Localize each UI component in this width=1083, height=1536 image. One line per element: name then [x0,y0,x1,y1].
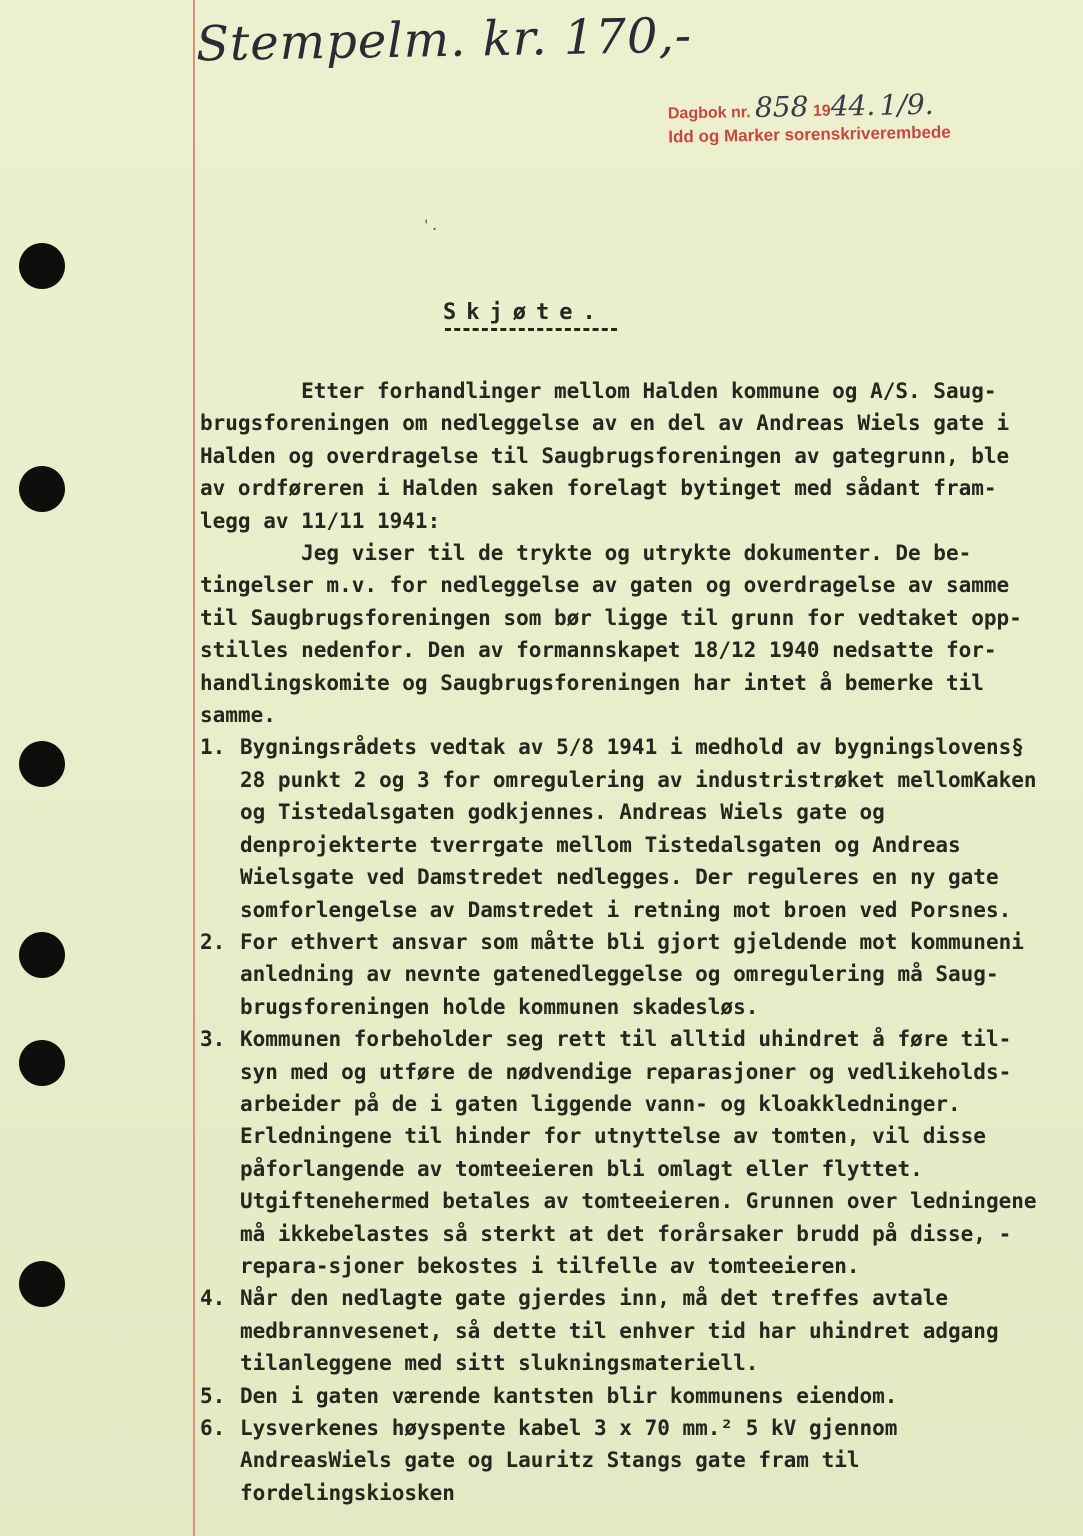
text-line: tingelser m.v. for nedleggelse av gaten og overdragelse av samme [200,573,1010,598]
condition-number: 5. [200,1383,226,1408]
quoted-proposal [200,537,1040,731]
document-title: Skjøte. [443,300,606,325]
condition-number: 4. [200,1286,226,1311]
condition-number: 3. [200,1027,226,1052]
text-line: handlingskomite og Saugbrugsforeningen har intet å bemerke til [200,670,984,695]
text-line: Wiels gate og Lauritz Stangs gate fram til fordelingskiosken [240,1448,860,1505]
intro-paragraph [200,375,1040,537]
title-underline [445,328,617,331]
condition-number: 1. [200,735,226,760]
punch-hole [19,1261,65,1307]
punch-hole [19,932,65,978]
text-line: ledningene til hinder for utnyttelse av tomten, vil disse på [240,1124,986,1181]
stamp-label: Dagbok nr. [667,104,751,123]
text-line: av ordføreren i Halden saken forelagt bytinget med sådant fram- [200,476,997,501]
registry-stamp [668,88,951,148]
punch-hole [19,1040,65,1086]
document-body [200,375,1040,1509]
condition-item [200,1380,1040,1412]
text-line: brugsforeningen holde kommunen skadesløs. [240,994,759,1019]
conditions-list [200,731,1040,1509]
punch-hole [19,466,65,512]
punch-hole [19,243,65,289]
condition-item [200,1023,1040,1282]
stamp-date: 1/9. [879,87,934,122]
stamp-year: 44. [830,88,876,123]
text-line: Jeg viser til de trykte og utrykte dokumenter. De be- [200,541,972,566]
text-line: gate ved Damstredet nedlegges. Der reguleres en ny gate som [240,865,999,922]
stamp-office: Idd og Marker sorenskriverembede [668,122,951,147]
text-line: Etter forhandlinger mellom Halden kommune og A/S. Saug- [200,379,997,403]
text-line: Kaken og Tistedalsgaten godkjennes. Andreas Wiels gate og den [240,767,1037,857]
text-line: anleggene med sitt slukningsmateriell. [277,1351,759,1376]
text-line: Lysverkenes høyspente kabel 3 x 70 mm.² 5 kV gjennom Andreas [240,1416,898,1473]
punch-hole [19,741,65,787]
text-line: sjoner bekostes i tilfelle av tomteeieren. [328,1253,860,1278]
stamp-number: 858 [754,90,809,124]
text-line: Kommunen forbeholder seg rett til alltid uhindret å føre til- [240,1027,1012,1052]
text-line: stilles nedenfor. Den av formannskapet 18/12 1940 nedsatte for- [200,638,997,663]
text-line: syn med og utføre de nødvendige reparasjoner og vedlikeholds- [240,1059,1012,1084]
text-line: i anledning av nevnte gatenedleggelse og omregulering må Saug- [240,929,1024,987]
condition-item [200,926,1040,1023]
text-line: belastes så sterkt at det forårsaker brudd på disse, - repara- [240,1221,1012,1278]
condition-number: 6. [200,1416,226,1440]
text-line: forlengelse av Damstredet i retning mot broen ved Porsnes. [277,897,1012,922]
text-line: brugsforeningen om nedleggelse av en del av Andreas Wiels gate i [200,411,1010,436]
text-line: brannvesenet, så dette til enhver tid har uhindret adgang til [240,1318,999,1376]
margin-rule [193,0,195,1536]
text-line: Når den nedlagte gate gjerdes inn, må det treffes avtale med [240,1286,949,1343]
text-line: forlangende av tomteeieren bli omlagt eller flyttet. Utgiftene [240,1156,923,1214]
stamp-year-prefix: 19 [812,102,831,120]
text-line: samme. [200,703,276,728]
handwritten-fee-note: Stempelm. kr. 170,- [195,7,693,73]
text-line: arbeider på de i gaten liggende vann- og kloakkledninger. Er [240,1091,961,1149]
text-line: § 28 punkt 2 og 3 for omregulering av industristrøket mellom [240,735,1024,792]
condition-item [200,1282,1040,1379]
text-line: til Saugbrugsforeningen som bør ligge til grunn for vedtaket opp- [200,605,1022,630]
text-line: Den i gaten værende kantsten blir kommunens eiendom. [240,1383,898,1408]
ink-speck: '. [422,218,439,234]
text-line: For ethvert ansvar som måtte bli gjort gjeldende mot kommunen [240,929,1012,954]
text-line: Bygningsrådets vedtak av 5/8 1941 i medhold av bygningslovens [240,735,1012,760]
text-line: hermed betales av tomteeieren. Grunnen over ledningene må ikke [240,1189,1037,1246]
condition-number: 2. [200,929,226,954]
condition-item [200,731,1040,925]
text-line: Halden og overdragelse til Saugbrugsforeningen av gategrunn, ble [200,443,1010,468]
text-line: projekterte tverrgate mellom Tistedalsgaten og Andreas Wiels [240,832,961,890]
text-line: legg av 11/11 1941: [200,508,441,533]
condition-item [200,1412,1040,1509]
